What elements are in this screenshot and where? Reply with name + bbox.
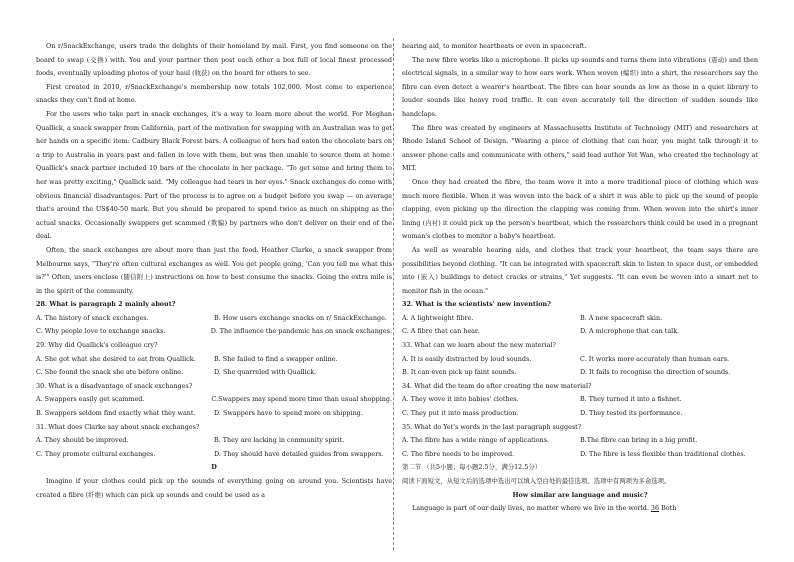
question-33: 33. What can we learn about the new material? [402,341,556,350]
question-35-options-row-1 [402,434,758,448]
option-29b[interactable]: B. She failed to find a swapper online. [214,354,338,363]
option-33d[interactable]: D. It fails to recognise the direction of sounds. [580,368,731,377]
question-31-options-row-1 [36,434,392,448]
section-d-heading: D [211,463,217,472]
question-31: 31. What does Clarke say about snack exchanges? [36,422,200,431]
option-31a[interactable]: A. They should be improved. [36,436,129,445]
passage-d-paragraph-1-continued: hearing aid, to monitor heartbeats or even in spacecraft. [402,42,587,50]
passage-d-paragraph-2: The new fibre works like a microphone. It picks up sounds and turns them into vibrations (震动) and then electrical signals, in a similar way to how ears work. When woven (编织) into a shirt, the researchers say the fibre can even detect a wearer's heartbeat. The fibre can hear sounds as low as those in a quiet library to louder sounds like heavy road traffic. It can even accurately tell the direction of sudden sounds like handclaps. [402,55,758,118]
question-33-options-row-1 [402,353,758,367]
option-31c[interactable]: C. They promote cultural exchanges. [36,449,156,458]
question-34: 34. What did the team do after creating the new material? [402,381,592,390]
option-29d[interactable]: D. She quarreled with Quallick. [214,368,317,377]
option-34c[interactable]: C. They put it into mass production. [402,409,519,418]
option-30a[interactable]: A. Swappers easily get scammed. [36,395,145,404]
option-34a[interactable]: A. They wove it into babies' clothes. [402,395,519,404]
passage-d-paragraph-5: As well as wearable hearing aids, and clothes that track your heartbeat, the team says there are possibilities beyond clothing. "It can be integrated with spacecraft skin to listen to space dust, or embedded into (嵌入) buildings to detect cracks or strains," Yet suggests. "It can even be woven into a smart net to monitor fish in the ocean." [402,245,758,295]
option-33a[interactable]: A. It is easily distracted by loud sounds. [402,354,532,363]
passage-e-first-line [402,502,758,516]
question-34-options-row-1 [402,393,758,407]
option-35d[interactable]: D. The fibre is less flexible than traditional clothes. [580,449,746,458]
option-32d[interactable]: D. A microphone that can talk. [580,327,680,336]
option-28d[interactable]: D. The influence the pandemic has on snack exchanges. [210,327,392,336]
option-30b[interactable]: B. Swappers seldom find exactly what they want. [36,409,196,418]
question-32-options-row-1 [402,312,758,326]
option-28a[interactable]: A. The history of snack exchanges. [36,313,149,322]
section-2-instructions: 阅读下面短文，从短文后的选项中选出可以填入空白处的最佳选项。选项中有两项为多余选项。 [402,477,671,485]
option-32a[interactable]: A. A lightweight fibre. [402,313,474,322]
option-32b[interactable]: B. A new spacecraft skin. [580,313,663,322]
column-divider [393,38,394,550]
option-29c[interactable]: C. She found the snack she ate before online. [36,368,184,377]
option-33b[interactable]: B. It can even pick up faint sounds. [402,368,517,377]
section-2-heading: 第二节 （共5小题；每小题2.5分，满分12.5分） [402,463,542,472]
question-30-options-row-1 [36,393,392,407]
option-34d[interactable]: D. They tested its performance. [580,409,683,418]
question-28-options-row-2 [36,325,392,339]
blank-36[interactable]: 36 [650,504,660,513]
question-35-options-row-2 [402,448,758,462]
option-32c[interactable]: C. A fibre that can hear. [402,327,480,336]
question-29: 29. Why did Quallick's colleague cry? [36,341,158,350]
option-35c[interactable]: C. The fibre needs to be improved. [402,449,515,458]
question-28-options-row-1 [36,312,392,326]
passage-e-next-word: Both [661,504,677,513]
option-30d[interactable]: D. Swappers have to spend more on shipping. [214,409,363,418]
question-32-options-row-2 [402,325,758,339]
question-31-options-row-2 [36,448,392,462]
option-31d[interactable]: D. They should have detailed guides from swappers. [214,449,384,458]
passage-c-paragraph-4: Often, the snack exchanges are about more than just the food. Heather Clarke, a snack swapper from Melbourne says, "They're often cultural exchanges as well. You get people going, 'Can you tell me what this is?'" Often, users enclose (随信附上) instructions on how to best consume the snacks. Going the extra mile is in the spirit of the community. [36,245,392,295]
option-28c[interactable]: C. Why people love to exchange snacks. [36,327,166,336]
passage-c-paragraph-1: On r/SnackExchange, users trade the delights of their homeland by mail. First, you find someone on the board to swap (交换) with. You and your partner then post each other a box full of local finest processed foods, eventually uploading photos of your haul (收获) on the board for others to see. [36,42,392,78]
passage-title: How similar are language and music? [512,490,648,499]
option-31b[interactable]: B. They are lacking in community spirit. [214,436,345,445]
option-35a[interactable]: A. The fibre has a wide range of applications. [402,436,550,445]
question-30: 30. What is a disadvantage of snack exchanges? [36,381,193,390]
option-29a[interactable]: A. She got what she desired to eat from Quallick. [36,354,196,363]
passage-d-paragraph-3: The fibre was created by engineers at Massachusetts Institute of Technology (MIT) and researchers at Rhode Island School of Design. "Wearing a piece of clothing that can hear, you might talk through it to answer phone calls and communicate with others," said lead author Yet Wan, who created the technology at MIT. [402,123,758,173]
option-35b[interactable]: B.The fibre can bring in a big profit. [580,436,698,445]
option-33c[interactable]: C. It works more accurately than human ears. [580,354,730,363]
passage-d-paragraph-4: Once they had created the fibre, the team wove it into a more traditional piece of clothing which was much more flexible. When it was woven into the back of a shirt it was able to pick up the sound of people clapping, even picking up the direction the clapping was coming from. When woven into the shirt's inner lining (内衬) it could pick up the person's heartbeat, which the researchers think could be used in a pregnant woman's clothes to monitor a baby's heartbeat. [402,177,758,241]
question-34-options-row-2 [402,407,758,421]
option-30c[interactable]: C.Swappers may spend more time than usual shopping. [211,395,392,404]
option-34b[interactable]: B. They turned it into a fishnet. [580,395,682,404]
option-28b[interactable]: B. How users exchange snacks on r/ SnackExchange. [214,313,387,322]
passage-c-paragraph-3: For the users who take part in snack exchanges, it's a way to learn more about the world. For Meghan Quallick, a snack swapper from California, part of the motivation for swapping with an Australian was to get her hands on a specific item: Cadbury Black Forest bars. A colleague of hers had eaten the chocolate bars on a trip to Australia in years past and fallen in love with them, but was then unable to source them at home. Quallick's snack partner included 10 bars of the chocolate in her package. "To get some and bring them to her was pretty exciting," Quallick said. "My colleague had tears in her eyes." Snack exchanges do come with obvious financial disadvantages. Part of the process is to agree on a budget before you swap — on average that's around the US$40-50 mark. But you should be prepared to spend twice as much on shipping as the actual snacks. Occasionally swappers get scammed (欺骗) by partners who don't deliver on their end of the deal. [36,109,392,241]
left-column [36,40,392,502]
question-28: 28. What is paragraph 2 mainly about? [36,300,176,309]
question-32: 32. What is the scientists' new invention? [402,300,551,309]
passage-e-text: Language is part of our daily lives, no matter where we live in the world. [412,504,649,513]
question-33-options-row-2 [402,366,758,380]
question-35: 35. What do Yet's words in the last paragraph suggest? [402,422,582,431]
question-30-options-row-2 [36,407,392,421]
passage-c-paragraph-2: First created in 2010, r/SnackExchange's membership now totals 102,000. Most come to experience snacks they can't find at home. [36,82,392,105]
passage-d-paragraph-1: Imagine if your clothes could pick up the sounds of everything going on around you. Scientists have created a fibre (纤维) which can pick up sounds and could be used as a [36,477,392,499]
question-29-options-row-2 [36,366,392,380]
question-29-options-row-1 [36,353,392,367]
right-column [402,40,758,516]
